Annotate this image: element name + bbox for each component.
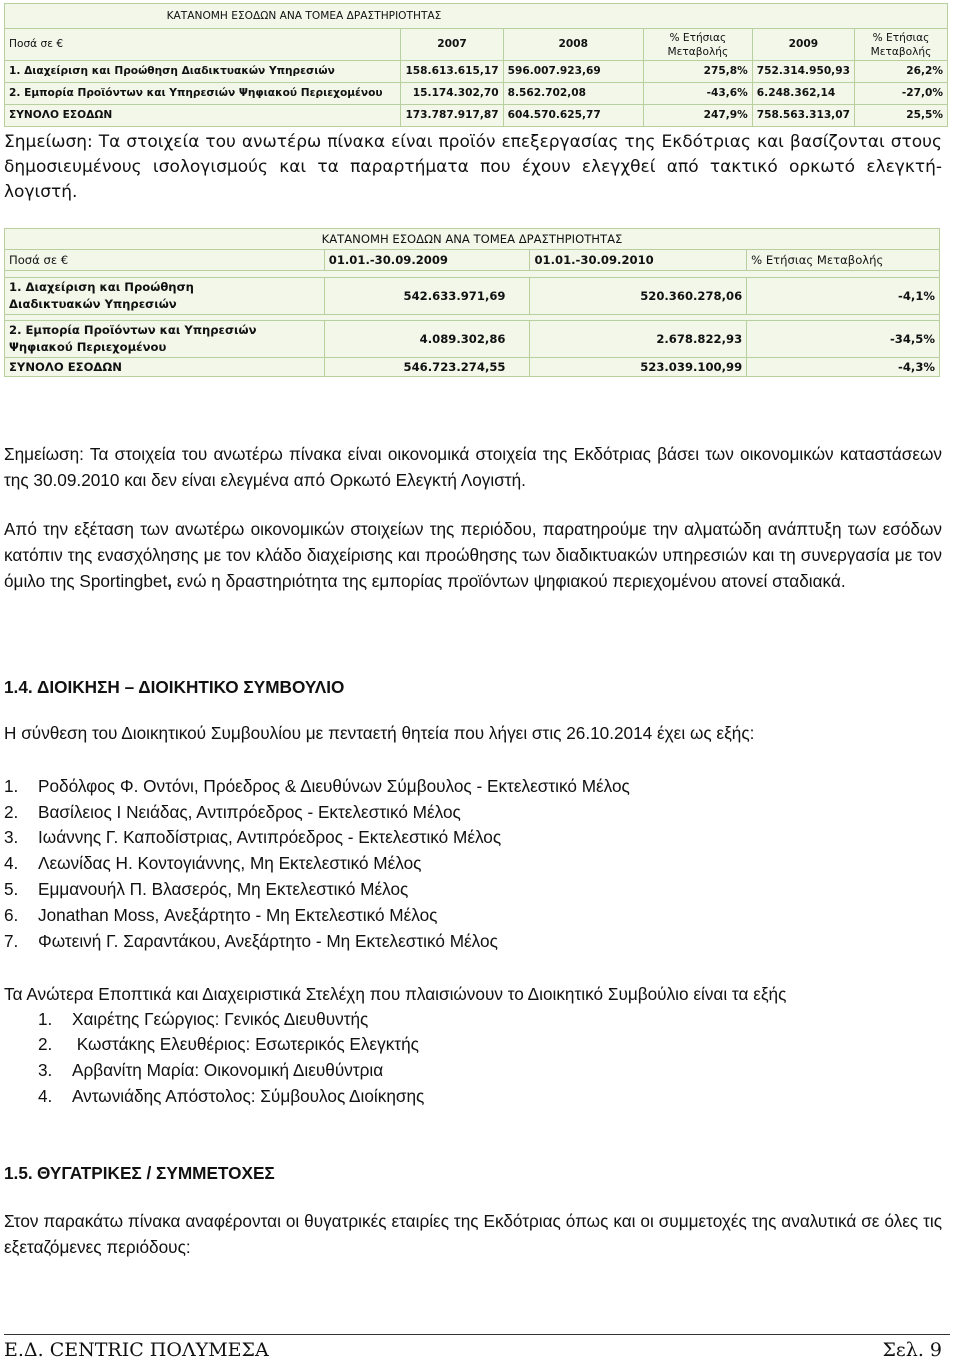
board-intro: Η σύνθεση του Διοικητικού Συμβουλίου με πενταετή θητεία που λήγει στις 26.10.2014 έχει ως εξής: (4, 723, 755, 743)
table1-row2-2009: 6.248.362,14 (752, 83, 854, 105)
revenue-table-2009-2010 (4, 228, 940, 377)
table2-row2-label-line1: 2. Εμπορία Προϊόντων και Υπηρεσιών (9, 323, 257, 337)
table1-col-change1: % Ετήσιας Μεταβολής (643, 29, 752, 61)
table1-row1-label: 1. Διαχείριση και Προώθηση Διαδικτυακών Υπηρεσιών (5, 61, 401, 83)
table1-col-2009: 2009 (752, 29, 854, 61)
table1-total-ch2: 25,5% (854, 105, 947, 127)
table-row (5, 358, 940, 377)
list-item-text: Jonathan Moss, Ανεξάρτητο - Μη Εκτελεστικό Μέλος (38, 905, 438, 925)
table2-total-ch: -4,3% (747, 358, 940, 377)
list-item-number: 4. (38, 1086, 53, 1106)
table2-col-p2: 01.01.-30.09.2010 (530, 250, 747, 271)
table-row (5, 61, 948, 83)
list-item-number: 2. (4, 802, 19, 822)
footer-divider (4, 1334, 950, 1335)
list-item-text: Χαιρέτης Γεώργιος: Γενικός Διευθυντής (72, 1009, 369, 1029)
list-item (4, 930, 498, 952)
analysis-comma: , (167, 571, 173, 591)
section-1-4-title: ΔΙΟΙΚΗΣΗ – ΔΙΟΙΚΗΤΙΚΟ ΣΥΜΒΟΥΛΙΟ (37, 677, 345, 697)
section-1-5-number: 1.5. (4, 1163, 33, 1183)
table1-row2-ch2: -27,0% (854, 83, 947, 105)
table-row (5, 321, 940, 358)
table2-title: ΚΑΤΑΝΟΜΗ ΕΣΟΔΩΝ ΑΝΑ ΤΟΜΕΑ ΔΡΑΣΤΗΡΙΟΤΗΤΑΣ (321, 231, 623, 246)
table1-row2-2008: 8.562.702,08 (503, 83, 643, 105)
list-item-text: Εμμανουήλ Π. Βλασερός, Μη Εκτελεστικό Μέλος (38, 879, 409, 899)
table2-row2-p2: 2.678.822,93 (530, 321, 747, 358)
section-1-5-title: ΘΥΓΑΤΡΙΚΕΣ / ΣΥΜΜΕΤΟΧΕΣ (37, 1163, 275, 1183)
list-item (4, 801, 461, 823)
table1-row1-2009: 752.314.950,93 (752, 61, 854, 83)
table1-col-2008: 2008 (503, 29, 643, 61)
table2-col-change: % Ετήσιας Μεταβολής (747, 250, 940, 271)
table2-row2-label (5, 321, 325, 358)
list-item (38, 1033, 419, 1055)
list-item-text: Αντωνιάδης Απόστολος: Σύμβουλος Διοίκησης (72, 1086, 425, 1106)
note2-paragraph: Σημείωση: Τα στοιχεία του ανωτέρω πίνακα είναι οικονομικά στοιχεία της Εκδότριας βάσει των οικονομικών καταστάσεων της 30.09.2010 και δεν είναι ελεγμένα από Ορκωτό Ελεγκτή Λογιστή. (4, 444, 942, 490)
table2-row1-label-line2: Διαδικτυακών Υπηρεσιών (9, 297, 177, 311)
table2-row1-label (5, 278, 325, 315)
analysis-part2: ενώ η δραστηριότητα της εμπορίας προϊόντων ψηφιακού περιεχομένου ατονεί σταδιακά. (172, 571, 846, 591)
list-item-text: Ιωάννης Γ. Καποδίστριας, Αντιπρόεδρος - Εκτελεστικό Μέλος (38, 827, 502, 847)
list-item (4, 775, 630, 797)
footer-page-number: Σελ. 9 (882, 1339, 942, 1361)
analysis-paragraph (4, 516, 942, 594)
list-item-text: Λεωνίδας Η. Κοντογιάννης, Μη Εκτελεστικό Μέλος (38, 853, 422, 873)
table2-amount-label: Ποσά σε € (5, 250, 325, 271)
table2-title-cell (5, 229, 940, 250)
table1-total-2009: 758.563.313,07 (752, 105, 854, 127)
table-row (5, 105, 948, 127)
table1-row2-ch1: -43,6% (643, 83, 752, 105)
table-row (5, 83, 948, 105)
table1-title-cell (5, 4, 948, 29)
analysis-part1: Από την εξέταση των ανωτέρω οικονομικών στοιχείων της περιόδου, παρατηρούμε την αλματώδη ανάπτυξη των εσόδων κατόπιν της ενασχόλησης με τον κλάδο διαχείρισης και προώθησης των διαδικτυακών υπηρεσιών και τη συνεργασία με τον όμιλο της Sportingbet (4, 519, 942, 591)
list-item-number: 5. (4, 879, 19, 899)
table1-col-change2: % Ετήσιας Μεταβολής (854, 29, 947, 61)
list-item-number: 7. (4, 931, 19, 951)
list-item (4, 852, 421, 874)
list-item-number: 1. (38, 1009, 53, 1029)
table2-row1-ch: -4,1% (747, 278, 940, 315)
list-item (4, 904, 437, 926)
table-row (5, 278, 940, 315)
table1-total-2007: 173.787.917,87 (401, 105, 503, 127)
table1-total-ch1: 247,9% (643, 105, 752, 127)
table1-row1-2007: 158.613.615,17 (401, 61, 503, 83)
list-item (4, 826, 501, 848)
section-1-5-heading (4, 1162, 275, 1184)
table2-row1-label-line1: 1. Διαχείριση και Προώθηση (9, 280, 194, 294)
list-item-number: 4. (4, 853, 19, 873)
footer-company: Ε.Δ. CENTRIC ΠΟΛΥΜΕΣΑ (4, 1339, 269, 1361)
list-item-text: Βασίλειος Ι Νειάδας, Αντιπρόεδρος - Εκτελεστικό Μέλος (38, 802, 461, 822)
table2-row1-p1: 542.633.971,69 (324, 278, 530, 315)
list-item-text: Αρβανίτη Μαρία: Οικονομική Διευθύντρια (72, 1060, 384, 1080)
table1-row1-2008: 596.007.923,69 (503, 61, 643, 83)
table2-col-p1: 01.01.-30.09.2009 (324, 250, 530, 271)
table1-col-2007: 2007 (401, 29, 503, 61)
executives-intro: Τα Ανώτερα Εποπτικά και Διαχειριστικά Στελέχη που πλαισιώνουν το Διοικητικό Συμβούλιο είναι τα εξής (4, 984, 787, 1004)
list-item-number: 3. (4, 827, 19, 847)
section-1-4-number: 1.4. (4, 677, 33, 697)
table1-row1-ch2: 26,2% (854, 61, 947, 83)
table1-title: ΚΑΤΑΝΟΜΗ ΕΣΟΔΩΝ ΑΝΑ ΤΟΜΕΑ ΔΡΑΣΤΗΡΙΟΤΗΤΑΣ (166, 9, 442, 22)
table1-amount-label: Ποσά σε € (5, 29, 401, 61)
table2-row2-ch: -34,5% (747, 321, 940, 358)
table2-row1-p2: 520.360.278,06 (530, 278, 747, 315)
table2-row2-p1: 4.089.302,86 (324, 321, 530, 358)
list-item (38, 1085, 424, 1107)
table2-total-label: ΣΥΝΟΛΟ ΕΣΟΔΩΝ (5, 358, 325, 377)
table1-row2-2007: 15.174.302,70 (401, 83, 503, 105)
table2-total-p1: 546.723.274,55 (324, 358, 530, 377)
list-item (38, 1008, 368, 1030)
list-item-text: Φωτεινή Γ. Σαραντάκου, Ανεξάρτητο - Μη Εκτελεστικό Μέλος (38, 931, 498, 951)
revenue-table-2007-2009 (4, 3, 948, 127)
table1-total-label: ΣΥΝΟΛΟ ΕΣΟΔΩΝ (5, 105, 401, 127)
table2-spacer (5, 271, 940, 278)
list-item-text: Κωστάκης Ελευθέριος: Εσωτερικός Ελεγκτής (72, 1034, 419, 1054)
table1-total-2008: 604.570.625,77 (503, 105, 643, 127)
table2-row2-label-line2: Ψηφιακού Περιεχομένου (9, 340, 167, 354)
list-item-number: 6. (4, 905, 19, 925)
note1-paragraph: Σημείωση: Τα στοιχεία του ανωτέρω πίνακα είναι προϊόν επεξεργασίας της Εκδότριας και βασίζονται στους δημοσιευμένους ισολογισμούς και τα παραρτήματα που έχουν ελεγχθεί από τακτικό ορκωτό ελεγκτή-λογιστή. (4, 132, 942, 202)
list-item (38, 1059, 383, 1081)
list-item-number: 1. (4, 776, 19, 796)
section-1-4-heading (4, 676, 344, 698)
table1-row2-label: 2. Εμπορία Προϊόντων και Υπηρεσιών Ψηφιακού Περιεχομένου (5, 83, 401, 105)
subsidiaries-intro: Στον παρακάτω πίνακα αναφέρονται οι θυγατρικές εταιρίες της Εκδότριας όπως και οι συμμετοχές της αναλυτικά σε όλες τις εξεταζόμενες περιόδους: (4, 1211, 942, 1257)
table2-total-p2: 523.039.100,99 (530, 358, 747, 377)
table1-row1-ch1: 275,8% (643, 61, 752, 83)
list-item-number: 2. (38, 1034, 53, 1054)
list-item-number: 3. (38, 1060, 53, 1080)
list-item-text: Ροδόλφος Φ. Οντόνι, Πρόεδρος & Διευθύνων Σύμβουλος - Εκτελεστικό Μέλος (38, 776, 630, 796)
list-item (4, 878, 408, 900)
